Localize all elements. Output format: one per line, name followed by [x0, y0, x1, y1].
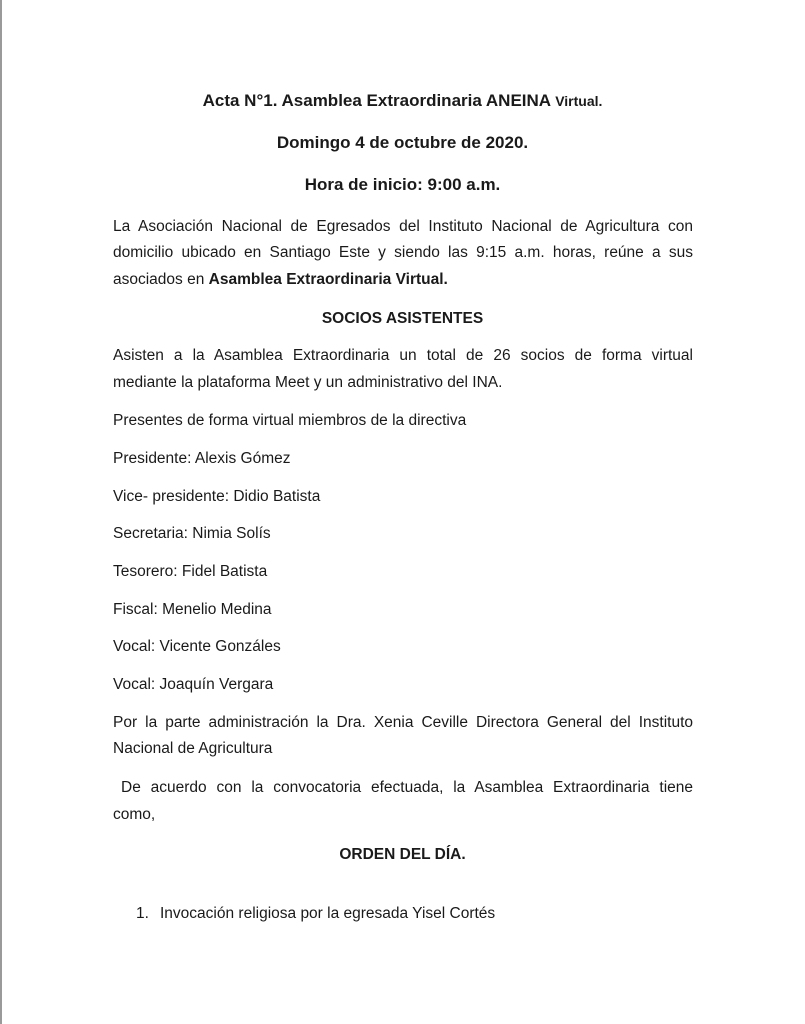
directiva-member: Vocal: Joaquín Vergara [113, 676, 274, 693]
intro-line-3-text: asociados en [113, 271, 209, 288]
directiva-member: Fiscal: Menelio Medina [113, 601, 272, 618]
orden-item-text: Invocación religiosa por la egresada Yisel Cortés [160, 905, 496, 922]
administracion-line-1: Por la parte administración la Dra. Xenia Ceville Directora General del Instituto [113, 714, 693, 731]
page-edge [0, 0, 2, 1024]
intro-line-3 [113, 271, 693, 289]
socios-heading: SOCIOS ASISTENTES [321, 310, 484, 327]
title-suffix: Virtual. [555, 93, 603, 109]
start-time: Hora de inicio: 9:00 a.m. [304, 175, 501, 194]
directiva-intro: Presentes de forma virtual miembros de la directiva [113, 412, 467, 429]
directiva-member: Tesorero: Fidel Batista [113, 563, 268, 580]
directiva-member: Vice- presidente: Didio Batista [113, 488, 321, 505]
directiva-member: Secretaria: Nimia Solís [113, 525, 271, 542]
convocatoria-line-1: De acuerdo con la convocatoria efectuada, la Asamblea Extraordinaria tiene [121, 779, 693, 796]
socios-line-1: Asisten a la Asamblea Extraordinaria un total de 26 socios de forma virtual [113, 347, 693, 364]
intro-line-1: La Asociación Nacional de Egresados del Instituto Nacional de Agricultura con [113, 218, 693, 235]
document-date: Domingo 4 de octubre de 2020. [276, 133, 529, 152]
directiva-member: Vocal: Vicente Gonzáles [113, 638, 281, 655]
document-title [0, 91, 805, 111]
orden-heading: ORDEN DEL DÍA. [339, 846, 466, 863]
socios-line-2: mediante la plataforma Meet y un administrativo del INA. [113, 374, 503, 391]
convocatoria-line-2: como, [113, 806, 156, 823]
intro-line-3-bold: Asamblea Extraordinaria Virtual. [208, 271, 448, 288]
intro-line-2: domicilio ubicado en Santiago Este y siendo las 9:15 a.m. horas, reúne a sus [113, 244, 693, 261]
title-text: Acta N°1. Asamblea Extraordinaria ANEINA [202, 91, 551, 110]
directiva-member: Presidente: Alexis Gómez [113, 450, 291, 467]
orden-item-number: 1. [136, 905, 149, 922]
administracion-line-2: Nacional de Agricultura [113, 740, 273, 757]
